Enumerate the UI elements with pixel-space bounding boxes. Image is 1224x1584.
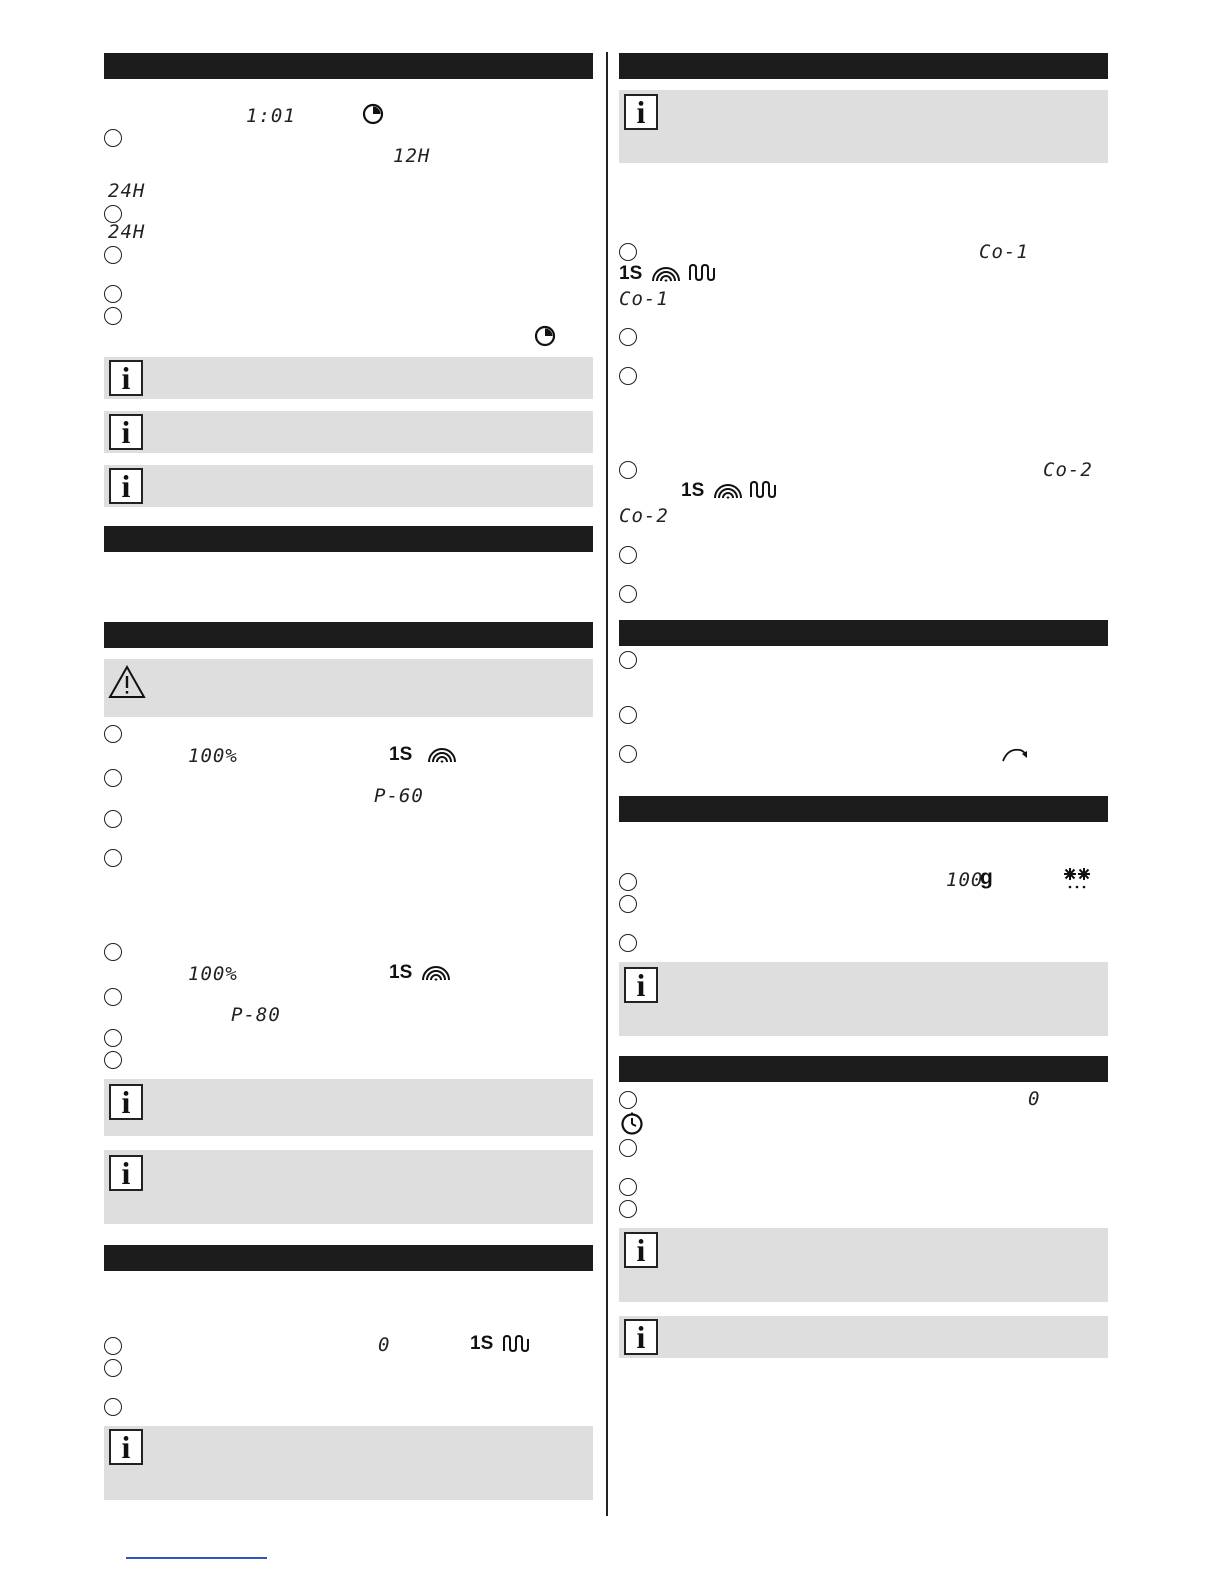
step-circle bbox=[104, 1051, 122, 1069]
display-time: 1:01 bbox=[246, 105, 296, 127]
info-icon: i bbox=[109, 468, 143, 504]
section-header-timer bbox=[619, 1056, 1108, 1082]
warning-note bbox=[104, 659, 593, 717]
timer-icon bbox=[620, 1111, 644, 1135]
info-note bbox=[619, 962, 1108, 1036]
display-combi-code: Co-1 bbox=[979, 241, 1029, 263]
info-note bbox=[104, 1150, 593, 1224]
snowflake-icon bbox=[1062, 866, 1092, 890]
step-circle bbox=[104, 246, 122, 264]
step-circle bbox=[619, 934, 637, 952]
grill-icon bbox=[502, 1335, 530, 1353]
grill-icon bbox=[749, 481, 777, 499]
warning-icon bbox=[108, 665, 146, 699]
info-icon: i bbox=[624, 1232, 658, 1268]
step-circle bbox=[619, 243, 637, 261]
display-combi-code-2: Co-2 bbox=[619, 505, 669, 527]
info-note bbox=[104, 465, 593, 507]
power-level-label: 1S bbox=[389, 744, 413, 765]
step-circle bbox=[619, 367, 637, 385]
display-percent: 100% bbox=[188, 963, 238, 985]
display-percent: 100% bbox=[188, 745, 238, 767]
section-header-clock bbox=[104, 53, 593, 79]
microwave-icon bbox=[420, 962, 452, 982]
step-circle bbox=[619, 745, 637, 763]
section-header-defrost bbox=[619, 796, 1108, 822]
display-24h: 24H bbox=[108, 180, 146, 202]
step-circle bbox=[104, 285, 122, 303]
power-level-label: 1S bbox=[619, 263, 643, 284]
display-weight: 100 bbox=[946, 869, 984, 891]
step-circle bbox=[104, 725, 122, 743]
step-circle bbox=[104, 1337, 122, 1355]
display-zero: 0 bbox=[378, 1334, 391, 1356]
step-circle bbox=[619, 1091, 637, 1109]
step-circle bbox=[619, 651, 637, 669]
power-level-label: 1S bbox=[681, 480, 705, 501]
info-note bbox=[104, 1079, 593, 1136]
section-header bbox=[104, 526, 593, 552]
step-circle bbox=[104, 810, 122, 828]
info-icon: i bbox=[624, 967, 658, 1003]
microwave-icon bbox=[712, 480, 744, 500]
step-circle bbox=[619, 1139, 637, 1157]
power-level-label: 1S bbox=[470, 1333, 494, 1354]
step-circle bbox=[104, 1029, 122, 1047]
curved-arrow-icon bbox=[1000, 745, 1030, 763]
info-note bbox=[104, 357, 593, 399]
step-circle bbox=[104, 129, 122, 147]
step-circle bbox=[619, 585, 637, 603]
info-icon: i bbox=[109, 1429, 143, 1465]
step-circle bbox=[619, 328, 637, 346]
display-program: P-80 bbox=[231, 1004, 281, 1026]
step-circle bbox=[619, 461, 637, 479]
weight-unit: g bbox=[980, 866, 993, 889]
info-icon: i bbox=[109, 360, 143, 396]
info-icon: i bbox=[109, 1084, 143, 1120]
step-circle bbox=[104, 988, 122, 1006]
info-icon: i bbox=[109, 414, 143, 450]
column-divider bbox=[606, 52, 608, 1516]
display-24h-2: 24H bbox=[108, 221, 146, 243]
step-circle bbox=[104, 849, 122, 867]
step-circle bbox=[104, 943, 122, 961]
step-circle bbox=[619, 873, 637, 891]
section-header-grill bbox=[104, 1245, 593, 1271]
step-circle bbox=[619, 546, 637, 564]
microwave-icon bbox=[650, 263, 682, 283]
section-header-combi bbox=[619, 53, 1108, 79]
power-level-label: 1S bbox=[389, 962, 413, 983]
display-combi-code: Co-2 bbox=[1043, 459, 1093, 481]
grill-icon bbox=[688, 264, 716, 282]
display-program: P-60 bbox=[374, 785, 424, 807]
clock-icon bbox=[362, 103, 384, 125]
step-circle bbox=[619, 1178, 637, 1196]
info-icon: i bbox=[624, 1319, 658, 1355]
clock-icon bbox=[534, 325, 556, 347]
display-zero: 0 bbox=[1028, 1088, 1041, 1110]
display-12h: 12H bbox=[393, 145, 431, 167]
step-circle bbox=[619, 706, 637, 724]
step-circle bbox=[104, 769, 122, 787]
step-circle bbox=[104, 1359, 122, 1377]
display-combi-code-2: Co-1 bbox=[619, 288, 669, 310]
step-circle bbox=[104, 307, 122, 325]
info-icon: i bbox=[624, 94, 658, 130]
info-note bbox=[619, 1316, 1108, 1358]
microwave-icon bbox=[426, 744, 458, 764]
step-circle bbox=[619, 1200, 637, 1218]
section-header-microwave bbox=[104, 622, 593, 648]
step-circle bbox=[619, 895, 637, 913]
info-note bbox=[104, 1426, 593, 1500]
footer-link-underline[interactable] bbox=[126, 1557, 267, 1559]
step-circle bbox=[104, 1398, 122, 1416]
info-note bbox=[619, 1228, 1108, 1302]
info-note bbox=[104, 411, 593, 453]
section-header-quickstart bbox=[619, 620, 1108, 646]
info-icon: i bbox=[109, 1155, 143, 1191]
info-note bbox=[619, 90, 1108, 163]
